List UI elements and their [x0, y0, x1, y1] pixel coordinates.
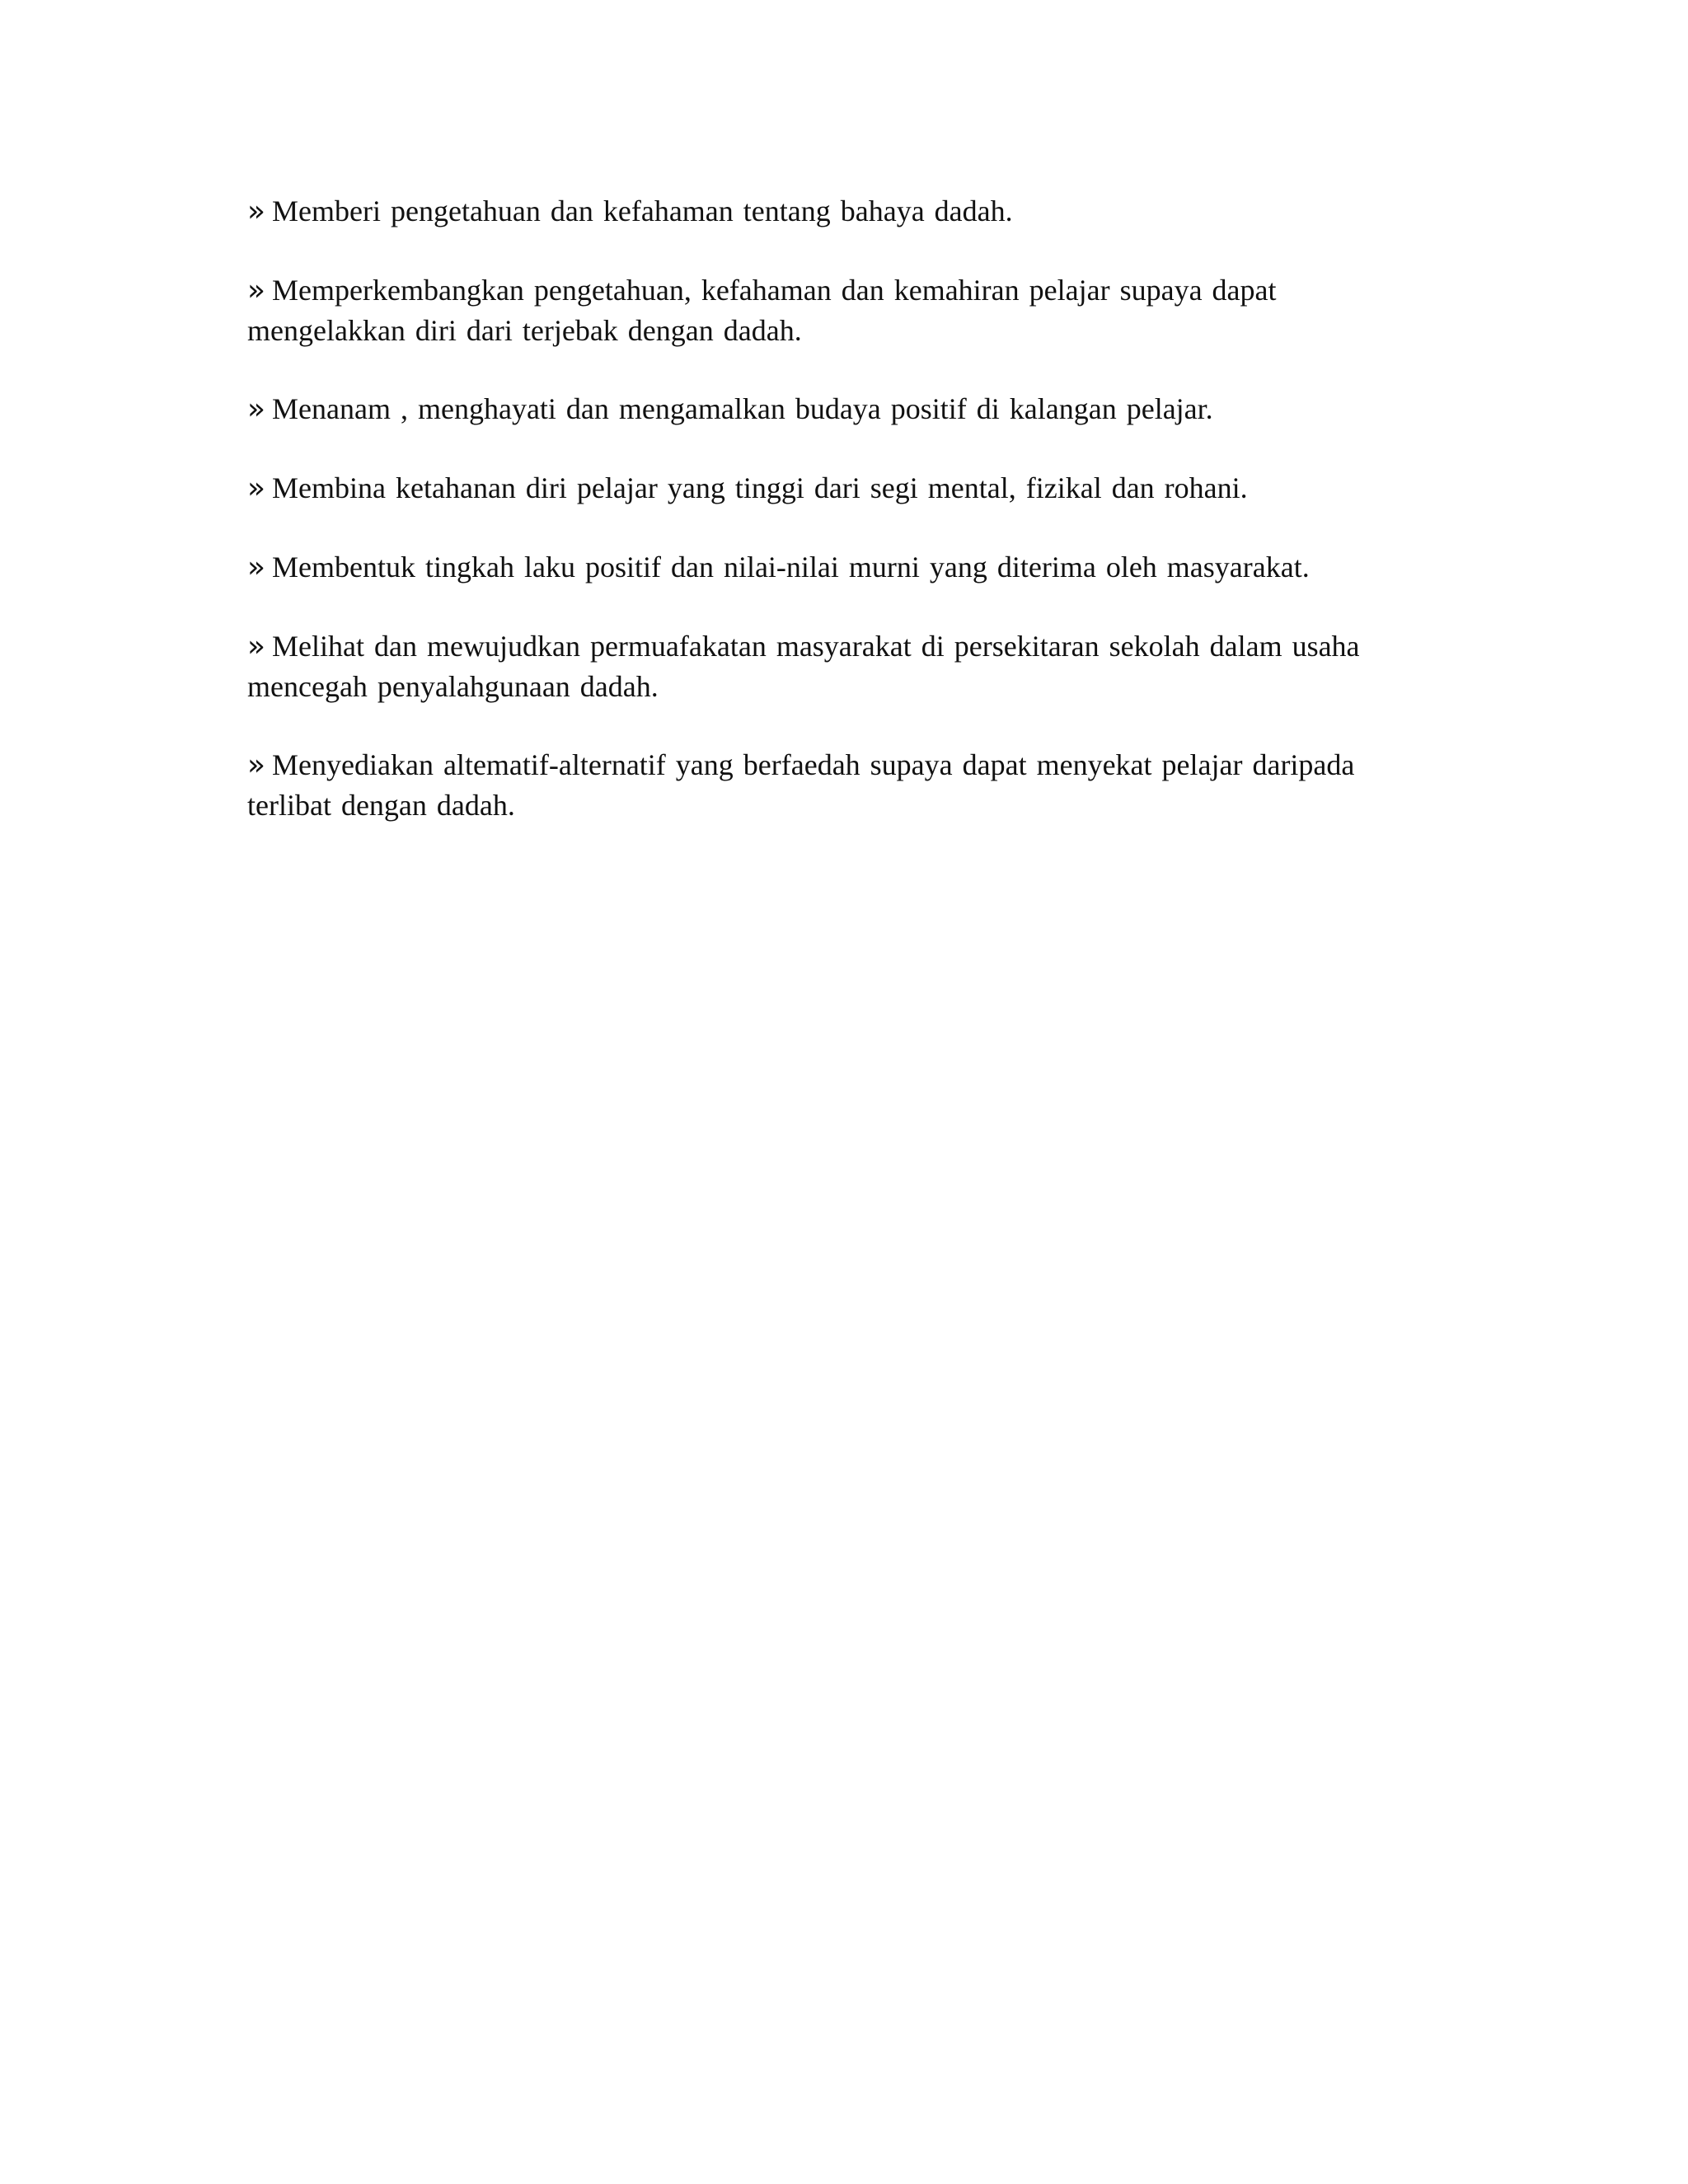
list-item — [247, 547, 1426, 588]
list-item-text: Membina ketahanan diri pelajar yang tinggi dari segi mental, fizikal dan rohani. — [272, 471, 1248, 504]
list-item-text: Melihat dan mewujudkan permuafakatan masyarakat di persekitaran sekolah dalam usaha mencegah penyalahgunaan dadah. — [247, 630, 1360, 703]
list-item-text: Membentuk tingkah laku positif dan nilai-nilai murni yang diterima oleh masyarakat. — [272, 551, 1310, 583]
list-item — [247, 626, 1426, 706]
list-item — [247, 191, 1426, 232]
bullet-icon: » — [247, 748, 266, 782]
bullet-icon: » — [247, 274, 266, 307]
list-item — [247, 270, 1426, 350]
objectives-list — [247, 191, 1426, 864]
list-item-text: Menanam , menghayati dan mengamalkan budaya positif di kalangan pelajar. — [272, 392, 1213, 425]
bullet-icon: » — [247, 471, 266, 505]
list-item-text: Memberi pengetahuan dan kefahaman tentang bahaya dadah. — [272, 194, 1013, 227]
list-item — [247, 389, 1426, 429]
list-item — [247, 745, 1426, 825]
bullet-icon: » — [247, 194, 266, 228]
list-item-text: Menyediakan altematif-alternatif yang berfaedah supaya dapat menyekat pelajar daripada terlibat dengan dadah. — [247, 748, 1355, 822]
bullet-icon: » — [247, 630, 266, 663]
list-item-text: Memperkembangkan pengetahuan, kefahaman dan kemahiran pelajar supaya dapat mengelakkan diri dari terjebak dengan dadah. — [247, 274, 1277, 347]
list-item — [247, 468, 1426, 509]
bullet-icon: » — [247, 551, 266, 584]
bullet-icon: » — [247, 392, 266, 426]
